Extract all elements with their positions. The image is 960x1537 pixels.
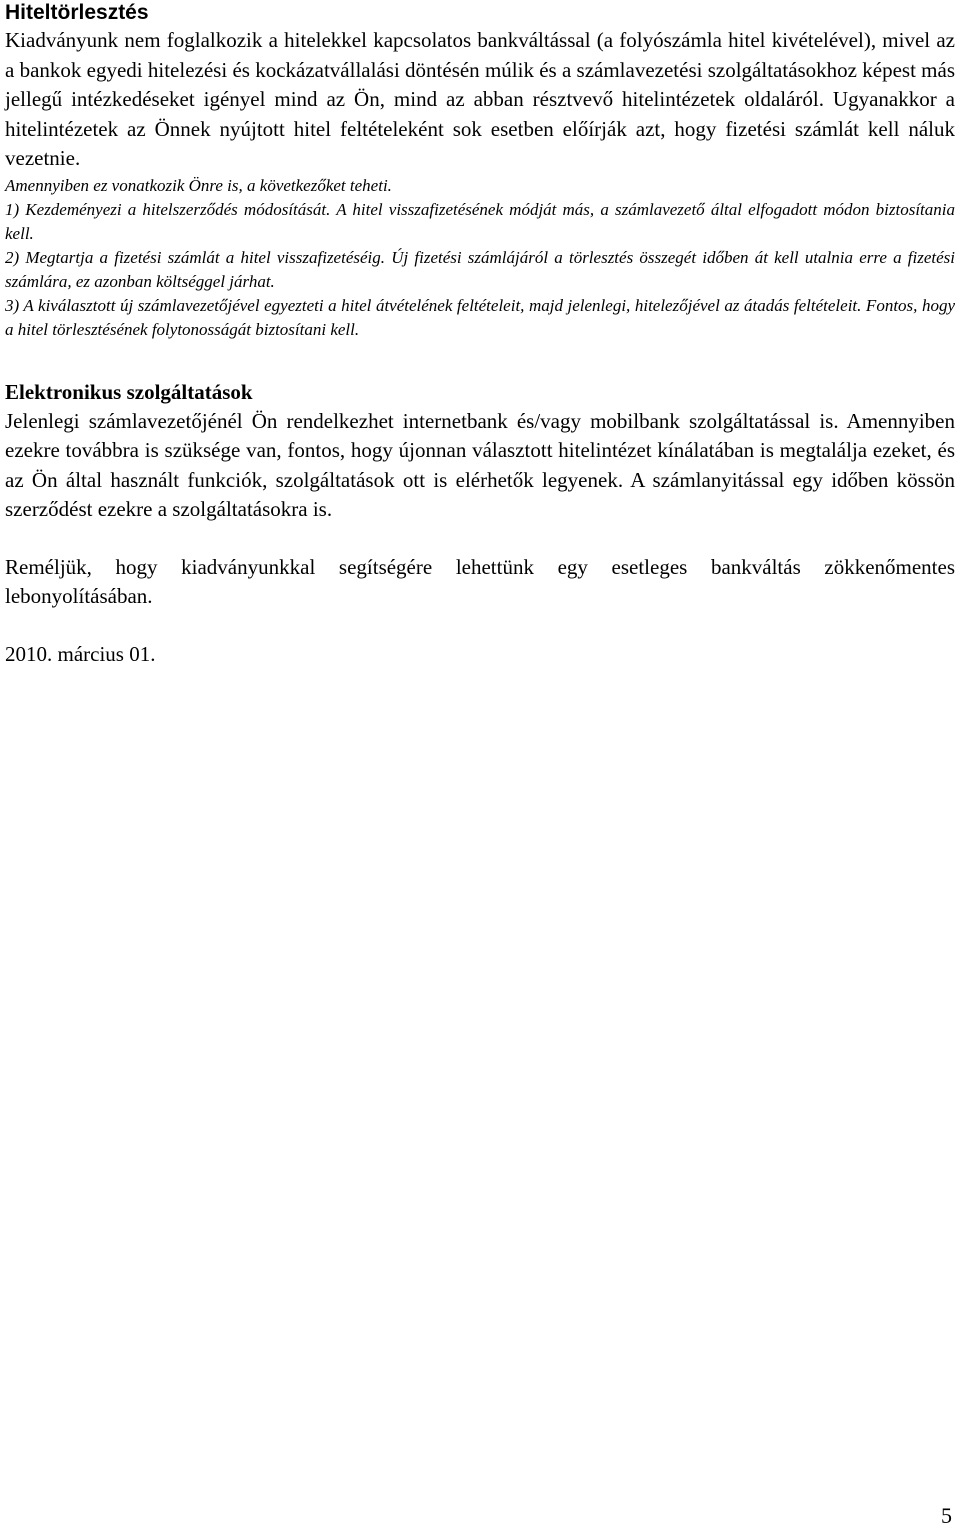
section-paragraph-elektronikus: Jelenlegi számlavezetőjénél Ön rendelkezhet internetbank és/vagy mobilbank szolgáltatással is. Amennyiben ezekre továbbra is szüksége van, fontos, hogy újonnan választott hitelintézet kínálatában is megtalálja ezeket, és az Ön által használt funkciók, szolgáltatások ott is elérhetők legyenek. A számlanyitással egy időben kössön szerződést ezekre a szolgáltatásokra is. <box>5 408 955 521</box>
section-title-elektronikus: Elektronikus szolgáltatások <box>5 379 253 404</box>
option-2: 2) Megtartja a fizetési számlát a hitel visszafizetéséig. Új fizetési számlájáról a törlesztés összegét időben át kell utalnia erre a fizetési számlára, ez azonban költséggel járhat. <box>5 247 955 291</box>
page-number: 5 <box>941 1503 952 1528</box>
options-intro: Amennyiben ez vonatkozik Önre is, a következőket teheti. <box>5 175 392 195</box>
section-title-hiteltorlesztes: Hiteltörlesztés <box>5 1 149 24</box>
document-page <box>5 0 955 669</box>
document-date: 2010. március 01. <box>5 641 156 666</box>
option-3: 3) A kiválasztott új számlavezetőjével egyezteti a hitel átvételének feltételeit, majd jelenlegi, hitelezőjével az átadás feltételeit. Fontos, hogy a hitel törlesztésének folytonosságát biztosítani kell. <box>5 295 955 339</box>
option-1: 1) Kezdeményezi a hitelszerződés módosítását. A hitel visszafizetésének módját más, a számlavezető által elfogadott módon biztosítania kell. <box>5 199 955 243</box>
closing-paragraph: Reméljük, hogy kiadványunkkal segítségére lehettünk egy esetleges bankváltás zökkenőmentes lebonyolításában. <box>5 554 955 608</box>
section-paragraph-hiteltorlesztes: Kiadványunk nem foglalkozik a hitelekkel kapcsolatos bankváltással (a folyószámla hitel kivételével), mivel az a bankok egyedi hitelezési és kockázatvállalási döntésén múlik és a számlavezetési szolgáltatásokhoz képest más jellegű intézkedéseket igényel mind az Ön, mind az abban résztvevő hitelintézetek oldaláról. Ugyanakkor a hitelintézetek az Önnek nyújtott hitel feltételeként sok esetben előírják azt, hogy fizetési számlát kell náluk vezetnie. <box>5 28 955 170</box>
